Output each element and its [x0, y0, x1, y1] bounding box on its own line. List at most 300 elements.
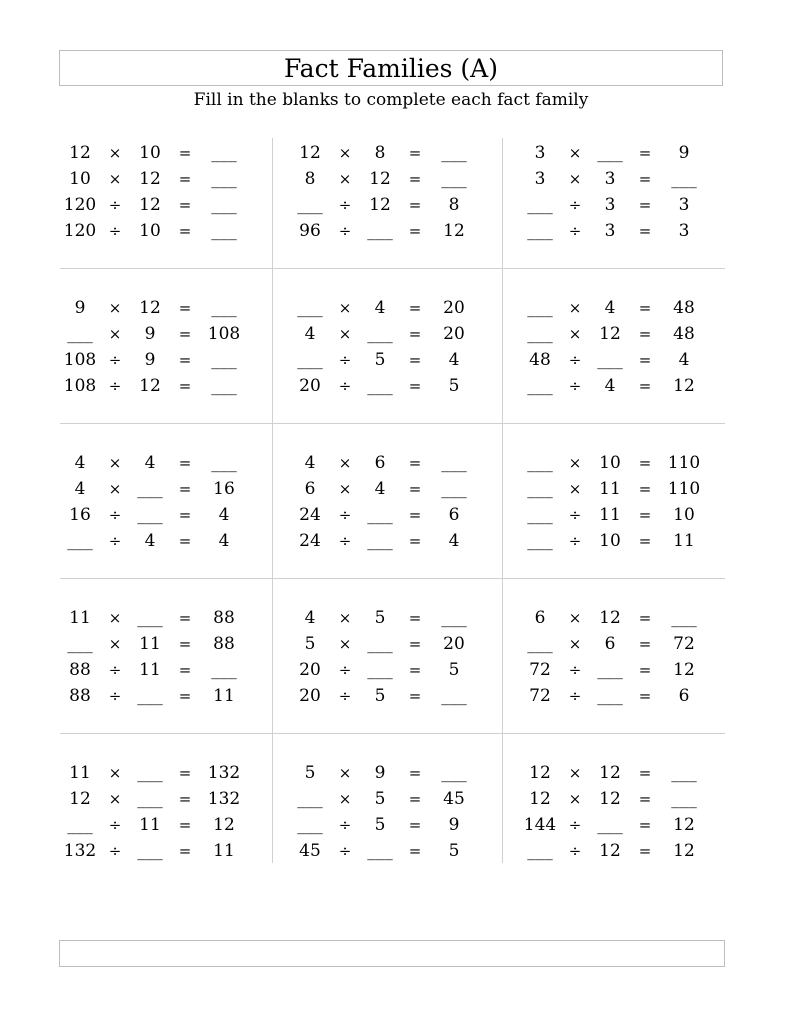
operator: × — [338, 325, 352, 343]
equation-row — [50, 476, 280, 502]
column-divider — [272, 138, 273, 863]
fact-family-problem — [280, 130, 510, 285]
equals-sign: = — [638, 144, 652, 162]
operand-b: 10 — [139, 143, 161, 163]
equals-sign: = — [638, 325, 652, 343]
equation-row — [510, 812, 740, 838]
operator: × — [338, 480, 352, 498]
answer-blank: ___ — [367, 660, 393, 680]
answer-blank: ___ — [137, 608, 163, 628]
answer-blank: ___ — [527, 195, 553, 215]
answer-blank: ___ — [671, 789, 697, 809]
fact-family-problem — [510, 285, 740, 440]
equation-row — [50, 218, 280, 244]
operand-b: 5 — [374, 686, 386, 706]
fact-family-problem — [510, 750, 740, 905]
equation-row — [280, 218, 510, 244]
answer-blank: ___ — [367, 376, 393, 396]
equals-sign: = — [638, 790, 652, 808]
equation-row — [510, 295, 740, 321]
answer-blank: ___ — [671, 169, 697, 189]
fact-family-problem — [510, 130, 740, 285]
operand-b: 4 — [374, 479, 386, 499]
equals-sign: = — [638, 170, 652, 188]
operand-b: 12 — [139, 298, 161, 318]
equals-sign: = — [408, 842, 422, 860]
operand-b: 12 — [599, 789, 621, 809]
operator: × — [108, 144, 122, 162]
operator: ÷ — [338, 377, 352, 395]
equals-sign: = — [408, 170, 422, 188]
result: 4 — [218, 505, 230, 525]
operator: ÷ — [568, 377, 582, 395]
operand-b: 3 — [604, 169, 616, 189]
operator: ÷ — [568, 196, 582, 214]
operand-b: 12 — [139, 195, 161, 215]
equals-sign: = — [408, 661, 422, 679]
operand-b: 11 — [139, 634, 161, 654]
operand-a: 5 — [304, 634, 316, 654]
answer-blank: ___ — [441, 143, 467, 163]
equation-row — [280, 192, 510, 218]
answer-blank: ___ — [137, 479, 163, 499]
equals-sign: = — [178, 196, 192, 214]
equation-row — [510, 218, 740, 244]
column-divider — [502, 138, 503, 863]
operand-a: 4 — [74, 453, 86, 473]
operator: × — [338, 454, 352, 472]
equals-sign: = — [638, 532, 652, 550]
equals-sign: = — [408, 454, 422, 472]
operator: ÷ — [338, 842, 352, 860]
equation-row — [50, 631, 280, 657]
equation-row — [50, 657, 280, 683]
operator: ÷ — [108, 351, 122, 369]
equation-row — [510, 838, 740, 864]
operator: ÷ — [108, 377, 122, 395]
operator: ÷ — [568, 532, 582, 550]
operand-b: 4 — [144, 531, 156, 551]
equals-sign: = — [408, 790, 422, 808]
result: 48 — [673, 324, 695, 344]
equals-sign: = — [408, 196, 422, 214]
equals-sign: = — [178, 222, 192, 240]
equals-sign: = — [178, 764, 192, 782]
fact-family-problem — [50, 750, 280, 905]
answer-blank: ___ — [67, 324, 93, 344]
answer-blank: ___ — [67, 531, 93, 551]
equation-row — [510, 166, 740, 192]
answer-blank: ___ — [211, 143, 237, 163]
answer-blank: ___ — [441, 763, 467, 783]
operand-a: 8 — [304, 169, 316, 189]
answer-blank: ___ — [137, 763, 163, 783]
operand-b: 12 — [369, 195, 391, 215]
result: 108 — [207, 324, 241, 344]
operator: × — [568, 480, 582, 498]
equation-row — [510, 631, 740, 657]
equation-row — [50, 295, 280, 321]
operand-b: 9 — [144, 350, 156, 370]
answer-blank: ___ — [527, 221, 553, 241]
operand-a: 24 — [299, 505, 321, 525]
answer-blank: ___ — [297, 815, 323, 835]
operand-a: 132 — [63, 841, 97, 861]
answer-blank: ___ — [527, 479, 553, 499]
operand-a: 20 — [299, 376, 321, 396]
fact-family-problem — [510, 595, 740, 750]
answer-blank: ___ — [527, 505, 553, 525]
equals-sign: = — [638, 351, 652, 369]
operator: × — [338, 764, 352, 782]
operator: × — [108, 480, 122, 498]
operator: ÷ — [338, 351, 352, 369]
operator: ÷ — [338, 687, 352, 705]
answer-blank: ___ — [67, 815, 93, 835]
equation-row — [50, 683, 280, 709]
answer-blank: ___ — [211, 660, 237, 680]
answer-blank: ___ — [441, 608, 467, 628]
fact-family-problem — [50, 440, 280, 595]
operator: × — [338, 635, 352, 653]
fact-family-problem — [280, 285, 510, 440]
answer-blank: ___ — [527, 298, 553, 318]
operator: × — [568, 454, 582, 472]
operator: × — [338, 299, 352, 317]
operator: ÷ — [338, 661, 352, 679]
equals-sign: = — [178, 506, 192, 524]
answer-blank: ___ — [597, 143, 623, 163]
row-divider — [60, 578, 725, 579]
operand-a: 11 — [69, 763, 91, 783]
operand-a: 3 — [534, 143, 546, 163]
result: 9 — [678, 143, 690, 163]
operand-a: 45 — [299, 841, 321, 861]
operator: × — [568, 299, 582, 317]
answer-blank: ___ — [211, 169, 237, 189]
operand-a: 4 — [304, 453, 316, 473]
operand-a: 10 — [69, 169, 91, 189]
answer-blank: ___ — [527, 324, 553, 344]
operator: × — [108, 635, 122, 653]
operand-b: 11 — [599, 479, 621, 499]
answer-blank: ___ — [527, 634, 553, 654]
operand-a: 3 — [534, 169, 546, 189]
operand-a: 9 — [74, 298, 86, 318]
operand-a: 72 — [529, 660, 551, 680]
answer-blank: ___ — [67, 634, 93, 654]
answer-blank: ___ — [137, 686, 163, 706]
equation-row — [280, 321, 510, 347]
equation-row — [280, 347, 510, 373]
fact-family-problem — [280, 750, 510, 905]
equals-sign: = — [408, 377, 422, 395]
result: 88 — [213, 608, 235, 628]
equals-sign: = — [638, 661, 652, 679]
equals-sign: = — [408, 635, 422, 653]
operator: × — [108, 609, 122, 627]
answer-blank: ___ — [597, 660, 623, 680]
operand-b: 4 — [144, 453, 156, 473]
operand-a: 11 — [69, 608, 91, 628]
answer-blank: ___ — [671, 763, 697, 783]
operand-b: 12 — [599, 763, 621, 783]
equals-sign: = — [408, 506, 422, 524]
operand-b: 4 — [604, 376, 616, 396]
answer-blank: ___ — [297, 298, 323, 318]
answer-blank: ___ — [367, 324, 393, 344]
result: 48 — [673, 298, 695, 318]
fact-family-problem — [50, 595, 280, 750]
result: 11 — [673, 531, 695, 551]
operator: × — [568, 790, 582, 808]
equation-row — [510, 502, 740, 528]
operand-a: 12 — [69, 143, 91, 163]
result: 20 — [443, 634, 465, 654]
operand-b: 12 — [139, 169, 161, 189]
operand-a: 6 — [534, 608, 546, 628]
operator: ÷ — [568, 816, 582, 834]
result: 16 — [213, 479, 235, 499]
operand-a: 24 — [299, 531, 321, 551]
operand-b: 4 — [604, 298, 616, 318]
operator: × — [108, 170, 122, 188]
operator: ÷ — [108, 196, 122, 214]
operand-b: 6 — [604, 634, 616, 654]
equals-sign: = — [638, 299, 652, 317]
equals-sign: = — [178, 790, 192, 808]
equals-sign: = — [638, 222, 652, 240]
answer-blank: ___ — [297, 350, 323, 370]
operator: × — [108, 764, 122, 782]
equation-row — [510, 450, 740, 476]
operand-a: 20 — [299, 686, 321, 706]
operand-b: 6 — [374, 453, 386, 473]
result: 4 — [218, 531, 230, 551]
operand-b: 8 — [374, 143, 386, 163]
operator: × — [108, 454, 122, 472]
fact-family-problem — [50, 130, 280, 285]
operand-b: 12 — [599, 608, 621, 628]
answer-blank: ___ — [367, 221, 393, 241]
equals-sign: = — [178, 454, 192, 472]
equals-sign: = — [638, 842, 652, 860]
operator: ÷ — [338, 196, 352, 214]
equals-sign: = — [178, 661, 192, 679]
operand-b: 12 — [139, 376, 161, 396]
operand-a: 20 — [299, 660, 321, 680]
equals-sign: = — [178, 532, 192, 550]
operand-b: 11 — [599, 505, 621, 525]
equation-row — [510, 476, 740, 502]
equals-sign: = — [638, 635, 652, 653]
equals-sign: = — [178, 325, 192, 343]
equals-sign: = — [178, 351, 192, 369]
operator: ÷ — [568, 506, 582, 524]
answer-blank: ___ — [137, 505, 163, 525]
operator: ÷ — [338, 532, 352, 550]
equation-row — [280, 295, 510, 321]
operand-a: 4 — [74, 479, 86, 499]
equation-row — [280, 657, 510, 683]
answer-blank: ___ — [367, 531, 393, 551]
answer-blank: ___ — [597, 686, 623, 706]
operator: × — [568, 144, 582, 162]
operator: ÷ — [338, 506, 352, 524]
equals-sign: = — [408, 687, 422, 705]
equation-row — [280, 838, 510, 864]
answer-blank: ___ — [671, 608, 697, 628]
equals-sign: = — [178, 299, 192, 317]
equals-sign: = — [178, 635, 192, 653]
equals-sign: = — [178, 816, 192, 834]
answer-blank: ___ — [527, 376, 553, 396]
equation-row — [50, 502, 280, 528]
operator: ÷ — [338, 816, 352, 834]
operator: ÷ — [108, 222, 122, 240]
operator: × — [338, 790, 352, 808]
equation-row — [280, 631, 510, 657]
answer-blank: ___ — [211, 195, 237, 215]
operand-a: 48 — [529, 350, 551, 370]
operand-a: 6 — [304, 479, 316, 499]
equation-row — [280, 476, 510, 502]
equation-row — [510, 373, 740, 399]
answer-blank: ___ — [441, 686, 467, 706]
answer-blank: ___ — [211, 221, 237, 241]
operand-a: 88 — [69, 686, 91, 706]
equation-row — [50, 450, 280, 476]
result: 12 — [673, 660, 695, 680]
result: 8 — [448, 195, 460, 215]
operand-b: 10 — [599, 453, 621, 473]
result: 12 — [443, 221, 465, 241]
equation-row — [510, 760, 740, 786]
answer-blank: ___ — [211, 298, 237, 318]
answer-blank: ___ — [367, 505, 393, 525]
equation-row — [280, 373, 510, 399]
operator: ÷ — [338, 222, 352, 240]
operand-b: 11 — [139, 815, 161, 835]
equals-sign: = — [178, 170, 192, 188]
equals-sign: = — [638, 764, 652, 782]
operand-b: 5 — [374, 608, 386, 628]
equals-sign: = — [638, 480, 652, 498]
result: 132 — [207, 789, 241, 809]
operand-a: 12 — [299, 143, 321, 163]
operand-a: 144 — [523, 815, 557, 835]
result: 4 — [448, 531, 460, 551]
answer-blank: ___ — [441, 479, 467, 499]
equation-row — [50, 373, 280, 399]
operand-b: 3 — [604, 195, 616, 215]
fact-family-problem — [50, 285, 280, 440]
answer-blank: ___ — [367, 634, 393, 654]
operator: ÷ — [108, 661, 122, 679]
operator: × — [338, 144, 352, 162]
row-divider — [60, 733, 725, 734]
equation-row — [510, 321, 740, 347]
row-divider — [60, 423, 725, 424]
operand-b: 9 — [144, 324, 156, 344]
operand-a: 72 — [529, 686, 551, 706]
answer-blank: ___ — [211, 376, 237, 396]
operand-b: 9 — [374, 763, 386, 783]
result: 20 — [443, 298, 465, 318]
equals-sign: = — [638, 454, 652, 472]
answer-blank: ___ — [527, 531, 553, 551]
operator: ÷ — [108, 506, 122, 524]
equation-row — [510, 192, 740, 218]
equation-row — [50, 166, 280, 192]
answer-blank: ___ — [211, 350, 237, 370]
equation-row — [50, 786, 280, 812]
result: 6 — [448, 505, 460, 525]
operand-b: 4 — [374, 298, 386, 318]
equation-row — [50, 321, 280, 347]
equals-sign: = — [408, 609, 422, 627]
answer-blank: ___ — [211, 453, 237, 473]
equation-row — [280, 786, 510, 812]
row-divider — [60, 268, 725, 269]
operand-a: 12 — [529, 789, 551, 809]
equation-row — [510, 140, 740, 166]
operand-b: 5 — [374, 350, 386, 370]
operator: × — [338, 609, 352, 627]
operand-b: 5 — [374, 815, 386, 835]
answer-blank: ___ — [597, 815, 623, 835]
equals-sign: = — [178, 842, 192, 860]
operator: ÷ — [568, 661, 582, 679]
operand-b: 3 — [604, 221, 616, 241]
operand-a: 16 — [69, 505, 91, 525]
operand-a: 12 — [529, 763, 551, 783]
result: 5 — [448, 841, 460, 861]
answer-blank: ___ — [367, 841, 393, 861]
answer-blank: ___ — [441, 453, 467, 473]
equation-row — [280, 812, 510, 838]
operator: ÷ — [108, 532, 122, 550]
equals-sign: = — [408, 222, 422, 240]
result: 12 — [673, 841, 695, 861]
operand-a: 96 — [299, 221, 321, 241]
result: 132 — [207, 763, 241, 783]
operator: × — [568, 609, 582, 627]
operator: × — [568, 170, 582, 188]
operand-b: 10 — [139, 221, 161, 241]
result: 4 — [448, 350, 460, 370]
result: 110 — [667, 479, 701, 499]
equals-sign: = — [408, 480, 422, 498]
operand-a: 4 — [304, 324, 316, 344]
footer-box — [59, 940, 725, 967]
result: 20 — [443, 324, 465, 344]
result: 12 — [213, 815, 235, 835]
fact-family-problem — [280, 440, 510, 595]
operand-a: 88 — [69, 660, 91, 680]
result: 11 — [213, 841, 235, 861]
answer-blank: ___ — [597, 350, 623, 370]
equation-row — [510, 786, 740, 812]
result: 6 — [678, 686, 690, 706]
operator: × — [338, 170, 352, 188]
equation-row — [510, 657, 740, 683]
equation-row — [50, 140, 280, 166]
equation-row — [510, 347, 740, 373]
fact-family-problem — [280, 595, 510, 750]
equals-sign: = — [178, 144, 192, 162]
equals-sign: = — [408, 144, 422, 162]
